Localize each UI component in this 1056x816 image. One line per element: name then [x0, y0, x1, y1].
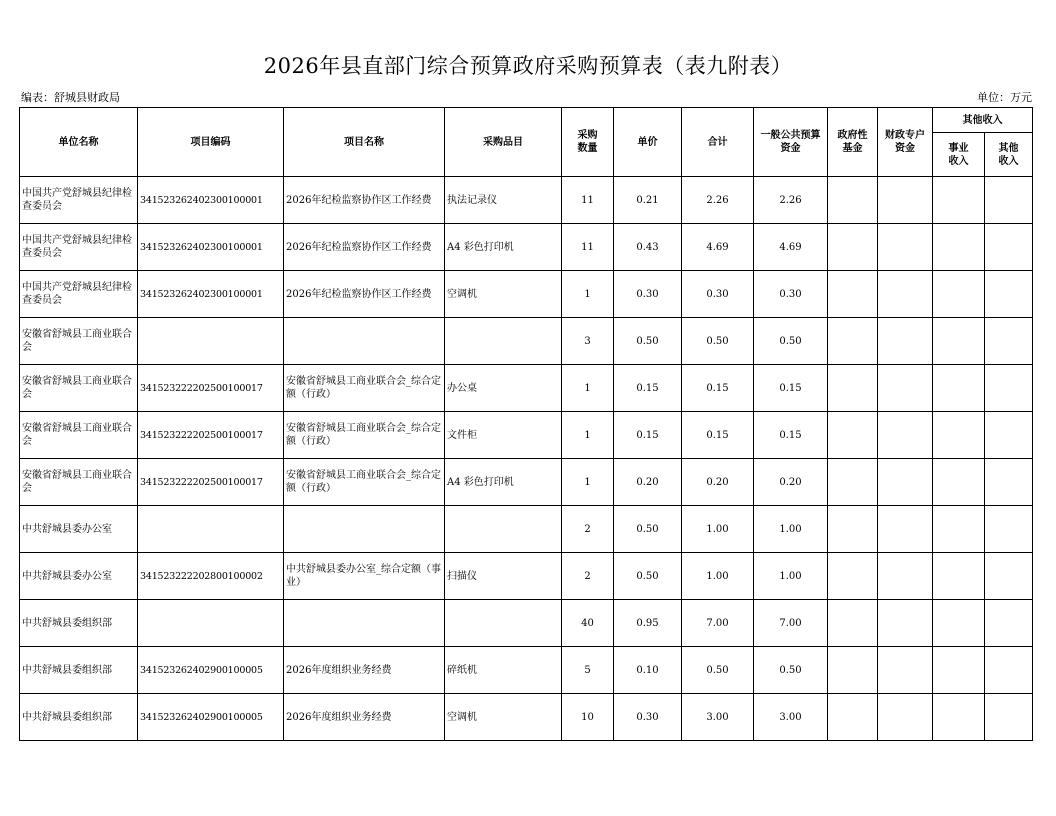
header-quantity: 采购 数量 — [562, 108, 614, 177]
cell-project-name: 2026年度组织业务经费 — [284, 694, 445, 741]
cell-project-code: 341523262402300100001 — [138, 177, 284, 224]
cell-unit-name: 中国共产党舒城县纪律检查委员会 — [20, 177, 138, 224]
cell-project-code: 341523262402300100001 — [138, 224, 284, 271]
cell-unit-name: 安徽省舒城县工商业联合会 — [20, 412, 138, 459]
cell-special-account — [878, 459, 933, 506]
table-row — [20, 318, 1033, 365]
cell-business-income — [933, 318, 985, 365]
table-body — [20, 177, 1033, 741]
cell-general-budget: 0.20 — [754, 459, 828, 506]
cell-item: 执法记录仪 — [445, 177, 562, 224]
cell-special-account — [878, 224, 933, 271]
procurement-budget-table — [19, 107, 1033, 741]
cell-gov-fund — [828, 600, 878, 647]
cell-general-budget: 7.00 — [754, 600, 828, 647]
table-row — [20, 177, 1033, 224]
cell-other — [985, 271, 1033, 318]
cell-other — [985, 412, 1033, 459]
cell-business-income — [933, 365, 985, 412]
table-row — [20, 271, 1033, 318]
cell-total: 3.00 — [682, 694, 754, 741]
table-row — [20, 224, 1033, 271]
cell-project-code — [138, 318, 284, 365]
cell-total: 0.20 — [682, 459, 754, 506]
cell-total: 1.00 — [682, 553, 754, 600]
cell-unit-price: 0.30 — [614, 271, 682, 318]
cell-unit-name: 中共舒城县委办公室 — [20, 506, 138, 553]
cell-total: 4.69 — [682, 224, 754, 271]
header-total: 合计 — [682, 108, 754, 177]
header-general-budget: 一般公共预算 资金 — [754, 108, 828, 177]
cell-quantity: 2 — [562, 506, 614, 553]
cell-other — [985, 506, 1033, 553]
cell-business-income — [933, 459, 985, 506]
cell-project-name: 2026年度组织业务经费 — [284, 647, 445, 694]
cell-project-code: 341523222202500100017 — [138, 459, 284, 506]
cell-special-account — [878, 694, 933, 741]
cell-unit-name: 中共舒城县委组织部 — [20, 600, 138, 647]
cell-quantity: 11 — [562, 224, 614, 271]
table-row — [20, 553, 1033, 600]
cell-total: 0.50 — [682, 647, 754, 694]
cell-general-budget: 0.50 — [754, 647, 828, 694]
cell-item: 扫描仪 — [445, 553, 562, 600]
cell-other — [985, 318, 1033, 365]
cell-item — [445, 318, 562, 365]
cell-gov-fund — [828, 459, 878, 506]
cell-quantity: 1 — [562, 365, 614, 412]
cell-business-income — [933, 600, 985, 647]
header-gov-fund: 政府性 基金 — [828, 108, 878, 177]
cell-other — [985, 600, 1033, 647]
cell-business-income — [933, 694, 985, 741]
cell-business-income — [933, 224, 985, 271]
cell-unit-name: 安徽省舒城县工商业联合会 — [20, 459, 138, 506]
cell-project-name: 中共舒城县委办公室_综合定额（事业） — [284, 553, 445, 600]
cell-item: 碎纸机 — [445, 647, 562, 694]
cell-unit-name: 中国共产党舒城县纪律检查委员会 — [20, 224, 138, 271]
cell-general-budget: 2.26 — [754, 177, 828, 224]
cell-special-account — [878, 365, 933, 412]
table-row — [20, 647, 1033, 694]
header-project-name: 项目名称 — [284, 108, 445, 177]
cell-total: 0.15 — [682, 412, 754, 459]
cell-total: 0.15 — [682, 365, 754, 412]
cell-item: A4 彩色打印机 — [445, 459, 562, 506]
cell-project-code — [138, 600, 284, 647]
cell-unit-name: 中国共产党舒城县纪律检查委员会 — [20, 271, 138, 318]
cell-unit-price: 0.30 — [614, 694, 682, 741]
cell-special-account — [878, 600, 933, 647]
cell-special-account — [878, 553, 933, 600]
cell-other — [985, 647, 1033, 694]
cell-quantity: 11 — [562, 177, 614, 224]
cell-business-income — [933, 271, 985, 318]
cell-total: 0.50 — [682, 318, 754, 365]
cell-special-account — [878, 412, 933, 459]
cell-item: 空调机 — [445, 271, 562, 318]
cell-gov-fund — [828, 694, 878, 741]
cell-general-budget: 0.50 — [754, 318, 828, 365]
cell-quantity: 5 — [562, 647, 614, 694]
cell-quantity: 1 — [562, 412, 614, 459]
cell-special-account — [878, 271, 933, 318]
cell-general-budget: 1.00 — [754, 506, 828, 553]
cell-special-account — [878, 506, 933, 553]
cell-unit-price: 0.15 — [614, 412, 682, 459]
cell-project-name: 安徽省舒城县工商业联合会_综合定额（行政） — [284, 459, 445, 506]
table-row — [20, 412, 1033, 459]
cell-project-name: 安徽省舒城县工商业联合会_综合定额（行政） — [284, 412, 445, 459]
cell-quantity: 3 — [562, 318, 614, 365]
cell-unit-price: 0.21 — [614, 177, 682, 224]
cell-project-code — [138, 506, 284, 553]
cell-business-income — [933, 553, 985, 600]
cell-item — [445, 600, 562, 647]
cell-gov-fund — [828, 506, 878, 553]
page-title: 2026年县直部门综合预算政府采购预算表（表九附表） — [263, 54, 793, 78]
cell-project-code: 341523222202500100017 — [138, 365, 284, 412]
table-header — [20, 108, 1033, 177]
cell-unit-price: 0.15 — [614, 365, 682, 412]
cell-unit-price: 0.50 — [614, 553, 682, 600]
header-other: 其他 收入 — [985, 133, 1033, 177]
cell-project-name — [284, 600, 445, 647]
header-project-code: 项目编码 — [138, 108, 284, 177]
cell-special-account — [878, 318, 933, 365]
header-other-income-group: 其他收入 — [933, 108, 1033, 133]
cell-total: 2.26 — [682, 177, 754, 224]
cell-item: A4 彩色打印机 — [445, 224, 562, 271]
cell-project-name: 安徽省舒城县工商业联合会_综合定额（行政） — [284, 365, 445, 412]
cell-other — [985, 177, 1033, 224]
cell-general-budget: 0.15 — [754, 365, 828, 412]
cell-general-budget: 3.00 — [754, 694, 828, 741]
cell-total: 0.30 — [682, 271, 754, 318]
header-business-income: 事业 收入 — [933, 133, 985, 177]
cell-unit-name: 安徽省舒城县工商业联合会 — [20, 365, 138, 412]
header-unit-name: 单位名称 — [20, 108, 138, 177]
cell-gov-fund — [828, 553, 878, 600]
cell-unit-name: 中共舒城县委组织部 — [20, 694, 138, 741]
table-row — [20, 600, 1033, 647]
cell-unit-price: 0.95 — [614, 600, 682, 647]
cell-business-income — [933, 506, 985, 553]
cell-other — [985, 553, 1033, 600]
cell-gov-fund — [828, 271, 878, 318]
cell-business-income — [933, 412, 985, 459]
cell-quantity: 2 — [562, 553, 614, 600]
cell-unit-name: 安徽省舒城县工商业联合会 — [20, 318, 138, 365]
cell-unit-price: 0.43 — [614, 224, 682, 271]
cell-project-name — [284, 506, 445, 553]
cell-project-code: 341523222202800100002 — [138, 553, 284, 600]
cell-unit-price: 0.10 — [614, 647, 682, 694]
header-unit-price: 单价 — [614, 108, 682, 177]
cell-quantity: 1 — [562, 271, 614, 318]
cell-gov-fund — [828, 177, 878, 224]
cell-gov-fund — [828, 647, 878, 694]
cell-special-account — [878, 177, 933, 224]
cell-gov-fund — [828, 224, 878, 271]
cell-general-budget: 4.69 — [754, 224, 828, 271]
cell-quantity: 40 — [562, 600, 614, 647]
cell-project-code: 341523222202500100017 — [138, 412, 284, 459]
table-row — [20, 694, 1033, 741]
cell-special-account — [878, 647, 933, 694]
cell-unit-name: 中共舒城县委组织部 — [20, 647, 138, 694]
cell-total: 7.00 — [682, 600, 754, 647]
cell-unit-price: 0.20 — [614, 459, 682, 506]
cell-total: 1.00 — [682, 506, 754, 553]
cell-unit-price: 0.50 — [614, 318, 682, 365]
table-row — [20, 459, 1033, 506]
cell-project-name — [284, 318, 445, 365]
cell-gov-fund — [828, 412, 878, 459]
cell-item — [445, 506, 562, 553]
cell-project-code: 341523262402300100001 — [138, 271, 284, 318]
cell-quantity: 1 — [562, 459, 614, 506]
cell-general-budget: 1.00 — [754, 553, 828, 600]
cell-other — [985, 459, 1033, 506]
cell-project-name: 2026年纪检监察协作区工作经费 — [284, 224, 445, 271]
cell-business-income — [933, 647, 985, 694]
cell-project-code: 341523262402900100005 — [138, 647, 284, 694]
cell-item: 文件柜 — [445, 412, 562, 459]
compiler-label: 编表：舒城县财政局 — [21, 91, 120, 104]
cell-business-income — [933, 177, 985, 224]
table-row — [20, 506, 1033, 553]
cell-project-name: 2026年纪检监察协作区工作经费 — [284, 271, 445, 318]
table-row — [20, 365, 1033, 412]
cell-project-name: 2026年纪检监察协作区工作经费 — [284, 177, 445, 224]
cell-other — [985, 224, 1033, 271]
cell-item: 办公桌 — [445, 365, 562, 412]
cell-gov-fund — [828, 365, 878, 412]
cell-other — [985, 694, 1033, 741]
cell-unit-name: 中共舒城县委办公室 — [20, 553, 138, 600]
cell-unit-price: 0.50 — [614, 506, 682, 553]
unit-label: 单位：万元 — [977, 91, 1032, 104]
header-special-account: 财政专户 资金 — [878, 108, 933, 177]
cell-other — [985, 365, 1033, 412]
cell-general-budget: 0.15 — [754, 412, 828, 459]
header-item: 采购品目 — [445, 108, 562, 177]
cell-general-budget: 0.30 — [754, 271, 828, 318]
cell-gov-fund — [828, 318, 878, 365]
cell-item: 空调机 — [445, 694, 562, 741]
cell-project-code: 341523262402900100005 — [138, 694, 284, 741]
cell-quantity: 10 — [562, 694, 614, 741]
